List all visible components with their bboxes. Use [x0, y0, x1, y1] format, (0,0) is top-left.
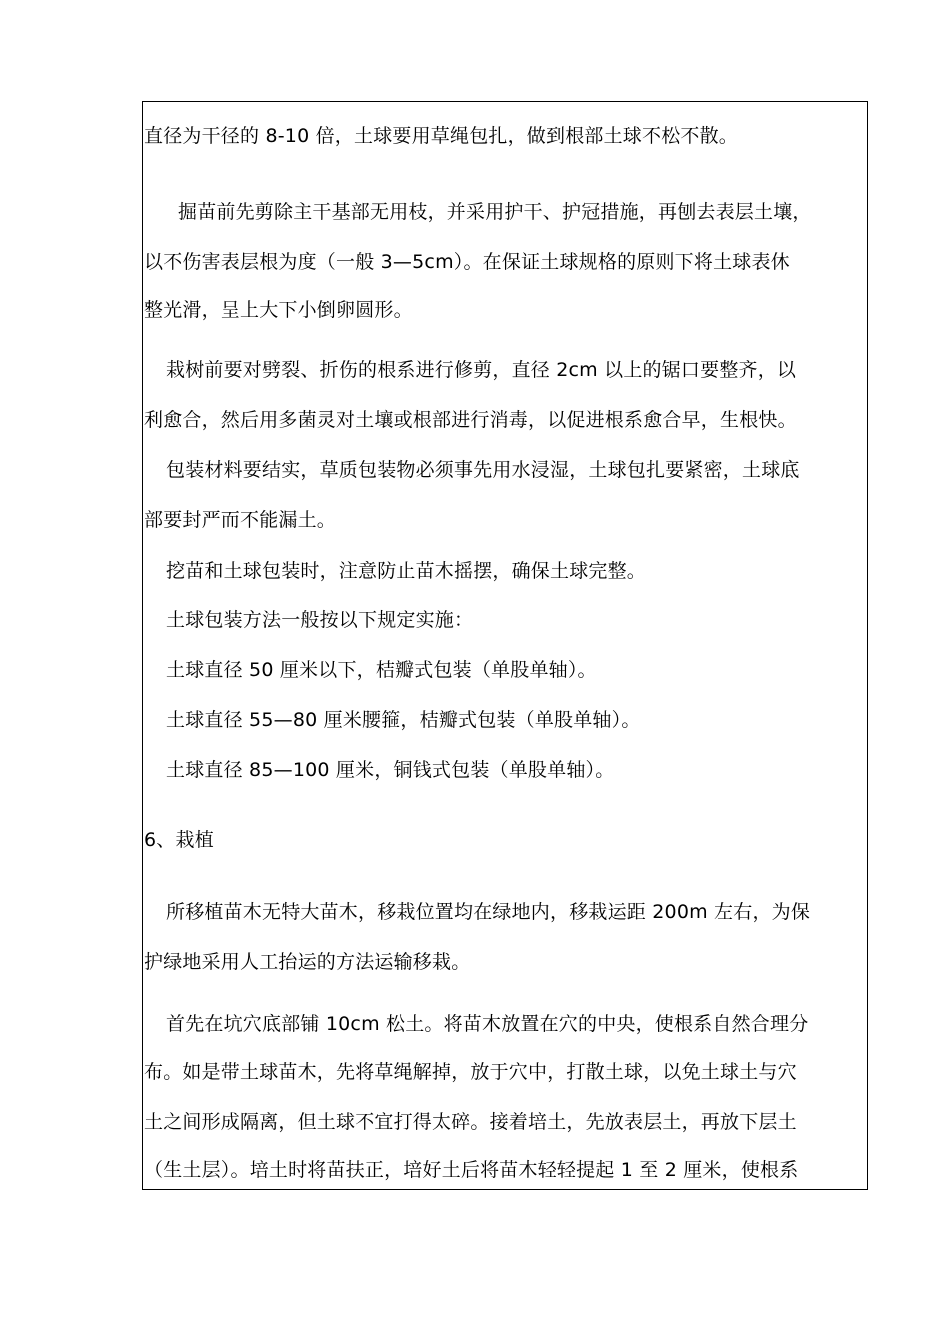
- text-line: 包装材料要结实，草质包装物必须事先用水浸湿，土球包扎要紧密，土球底: [166, 459, 800, 481]
- text-line: 栽树前要对劈裂、折伤的根系进行修剪，直径 2cm 以上的锯口要整齐，以: [166, 359, 797, 381]
- text-line: 部要封严而不能漏土。: [144, 509, 337, 531]
- text-line: 挖苗和土球包装时，注意防止苗木摇摆，确保土球完整。: [166, 560, 647, 582]
- text-line: 布。如是带土球苗木，先将草绳解掉，放于穴中，打散土球，以免土球土与穴: [144, 1061, 797, 1083]
- section-heading: 6、栽植: [144, 829, 214, 851]
- text-line: 所移植苗木无特大苗木，移栽位置均在绿地内，移栽运距 200m 左右，为保: [166, 901, 811, 923]
- text-line: 土球直径 85—100 厘米，铜钱式包装（单股单轴）。: [166, 759, 615, 781]
- text-line: 直径为干径的 8-10 倍，土球要用草绳包扎，做到根部土球不松不散。: [144, 125, 739, 147]
- text-line: 掘苗前先剪除主干基部无用枝，并采用护干、护冠措施，再刨去表层土壤，: [178, 201, 812, 223]
- text-line: 以不伤害表层根为度（一般 3—5cm）。在保证土球规格的原则下将土球表休: [144, 251, 790, 273]
- text-line: 土球直径 50 厘米以下，桔瓣式包装（单股单轴）。: [166, 659, 597, 681]
- text-line: 土球直径 55—80 厘米腰箍，桔瓣式包装（单股单轴）。: [166, 709, 641, 731]
- text-line: 利愈合，然后用多菌灵对土壤或根部进行消毒，以促进根系愈合早，生根快。: [144, 409, 797, 431]
- text-line: 土球包装方法一般按以下规定实施：: [166, 609, 474, 631]
- text-line: （生土层）。培土时将苗扶正，培好土后将苗木轻轻提起 1 至 2 厘米，使根系: [144, 1159, 799, 1181]
- text-line: 护绿地采用人工抬运的方法运输移栽。: [144, 951, 471, 973]
- text-line: 土之间形成隔离，但土球不宜打得太碎。接着培土，先放表层土，再放下层土: [144, 1111, 797, 1133]
- text-line: 整光滑，呈上大下小倒卵圆形。: [144, 299, 413, 321]
- text-line: 首先在坑穴底部铺 10cm 松土。将苗木放置在穴的中央，使根系自然合理分: [166, 1013, 809, 1035]
